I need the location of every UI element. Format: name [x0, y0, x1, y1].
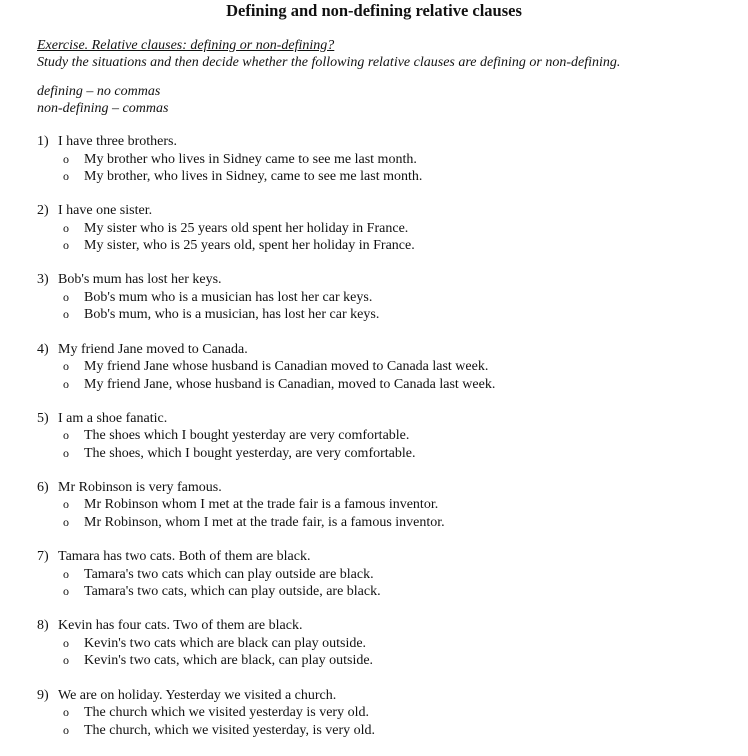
- situation-line: [37, 202, 737, 220]
- option-text: My friend Jane, whose husband is Canadian, moved to Canada last week.: [84, 376, 496, 392]
- option-sentence: [37, 168, 737, 186]
- option-text: My sister who is 25 years old spent her holiday in France.: [84, 220, 409, 236]
- option-text: Mr Robinson whom I met at the trade fair is a famous inventor.: [84, 497, 439, 513]
- circle-bullet-icon: o: [63, 359, 69, 374]
- item-number: 8): [37, 618, 49, 634]
- option-text: My sister, who is 25 years old, spent her holiday in France.: [84, 238, 415, 254]
- option-text: Kevin's two cats which are black can play outside.: [84, 635, 367, 651]
- option-text: Tamara's two cats, which can play outside, are black.: [84, 584, 381, 600]
- exercise-item: [37, 410, 737, 479]
- exercise-item: [37, 133, 737, 202]
- option-sentence: [37, 514, 737, 532]
- option-sentence: [37, 376, 737, 394]
- page-title: Defining and non-defining relative clauses: [226, 1, 522, 20]
- circle-bullet-icon: o: [63, 151, 69, 166]
- option-sentence: [37, 635, 737, 653]
- situation-line: [37, 133, 737, 151]
- exercise-item: [37, 617, 737, 686]
- exercise-instruction: Study the situations and then decide whether the following relative clauses are defining or non-defining.: [37, 55, 621, 70]
- situation-line: [37, 617, 737, 635]
- option-text: The shoes which I bought yesterday are very comfortable.: [84, 428, 410, 444]
- option-sentence: [37, 358, 737, 376]
- circle-bullet-icon: o: [63, 376, 69, 391]
- circle-bullet-icon: o: [63, 220, 69, 235]
- circle-bullet-icon: o: [63, 653, 69, 668]
- option-text: Mr Robinson, whom I met at the trade fair, is a famous inventor.: [84, 514, 445, 530]
- option-sentence: [37, 722, 737, 740]
- exercise-item: [37, 548, 737, 617]
- circle-bullet-icon: o: [63, 428, 69, 443]
- situation-line: [37, 410, 737, 428]
- option-text: Tamara's two cats which can play outside are black.: [84, 566, 374, 582]
- situation-line: [37, 687, 737, 705]
- item-number: 5): [37, 410, 49, 426]
- situation-text: Mr Robinson is very famous.: [58, 479, 222, 495]
- circle-bullet-icon: o: [63, 514, 69, 529]
- option-sentence: [37, 496, 737, 514]
- item-number: 2): [37, 203, 49, 219]
- situation-text: I am a shoe fanatic.: [58, 410, 168, 426]
- exercise-item: [37, 271, 737, 340]
- option-text: Bob's mum, who is a musician, has lost her car keys.: [84, 307, 380, 323]
- exercise-item: [37, 687, 737, 756]
- item-number: 4): [37, 341, 49, 357]
- situation-line: [37, 548, 737, 566]
- situation-text: Kevin has four cats. Two of them are black.: [58, 618, 303, 634]
- rule-non-defining: non-defining – commas: [37, 101, 169, 116]
- option-text: Kevin's two cats, which are black, can play outside.: [84, 653, 374, 669]
- circle-bullet-icon: o: [63, 497, 69, 512]
- option-sentence: [37, 289, 737, 307]
- circle-bullet-icon: o: [63, 445, 69, 460]
- option-text: My friend Jane whose husband is Canadian moved to Canada last week.: [84, 359, 489, 375]
- option-sentence: [37, 306, 737, 324]
- situation-line: [37, 479, 737, 497]
- situation-line: [37, 271, 737, 289]
- circle-bullet-icon: o: [63, 289, 69, 304]
- option-text: My brother who lives in Sidney came to see me last month.: [84, 151, 417, 167]
- item-number: 9): [37, 687, 49, 703]
- item-number: 7): [37, 549, 49, 565]
- circle-bullet-icon: o: [63, 705, 69, 719]
- situation-text: We are on holiday. Yesterday we visited a church.: [58, 687, 337, 703]
- option-sentence: [37, 237, 737, 255]
- circle-bullet-icon: o: [63, 238, 69, 253]
- option-sentence: [37, 220, 737, 238]
- item-number: 1): [37, 134, 49, 149]
- option-sentence: [37, 704, 737, 722]
- exercise-heading: Exercise. Relative clauses: defining or non-defining?: [37, 38, 335, 53]
- circle-bullet-icon: o: [63, 635, 69, 650]
- option-text: The church, which we visited yesterday, is very old.: [84, 722, 376, 738]
- situation-text: My friend Jane moved to Canada.: [58, 341, 248, 357]
- option-sentence: [37, 652, 737, 670]
- exercise-item: [37, 202, 737, 271]
- situation-text: I have one sister.: [58, 203, 153, 219]
- circle-bullet-icon: o: [63, 566, 69, 581]
- circle-bullet-icon: o: [63, 584, 69, 599]
- option-sentence: [37, 445, 737, 463]
- circle-bullet-icon: o: [63, 169, 69, 183]
- item-number: 6): [37, 479, 49, 495]
- option-sentence: [37, 583, 737, 601]
- exercise-item: [37, 341, 737, 410]
- option-text: My brother, who lives in Sidney, came to see me last month.: [84, 169, 423, 184]
- exercise-item: [37, 479, 737, 548]
- circle-bullet-icon: o: [63, 722, 69, 737]
- situation-line: [37, 341, 737, 359]
- option-text: The shoes, which I bought yesterday, are very comfortable.: [84, 445, 416, 461]
- option-sentence: [37, 151, 737, 169]
- punctuation-rules: [37, 83, 168, 117]
- option-text: Bob's mum who is a musician has lost her car keys.: [84, 289, 373, 305]
- exercise-list: [37, 133, 737, 756]
- item-number: 3): [37, 272, 49, 288]
- situation-text: Bob's mum has lost her keys.: [58, 272, 222, 288]
- exercise-intro: [37, 37, 620, 71]
- circle-bullet-icon: o: [63, 307, 69, 322]
- option-sentence: [37, 566, 737, 584]
- situation-text: I have three brothers.: [58, 134, 177, 149]
- situation-text: Tamara has two cats. Both of them are black.: [58, 549, 311, 565]
- option-sentence: [37, 427, 737, 445]
- option-text: The church which we visited yesterday is very old.: [84, 705, 369, 720]
- rule-defining: defining – no commas: [37, 84, 161, 99]
